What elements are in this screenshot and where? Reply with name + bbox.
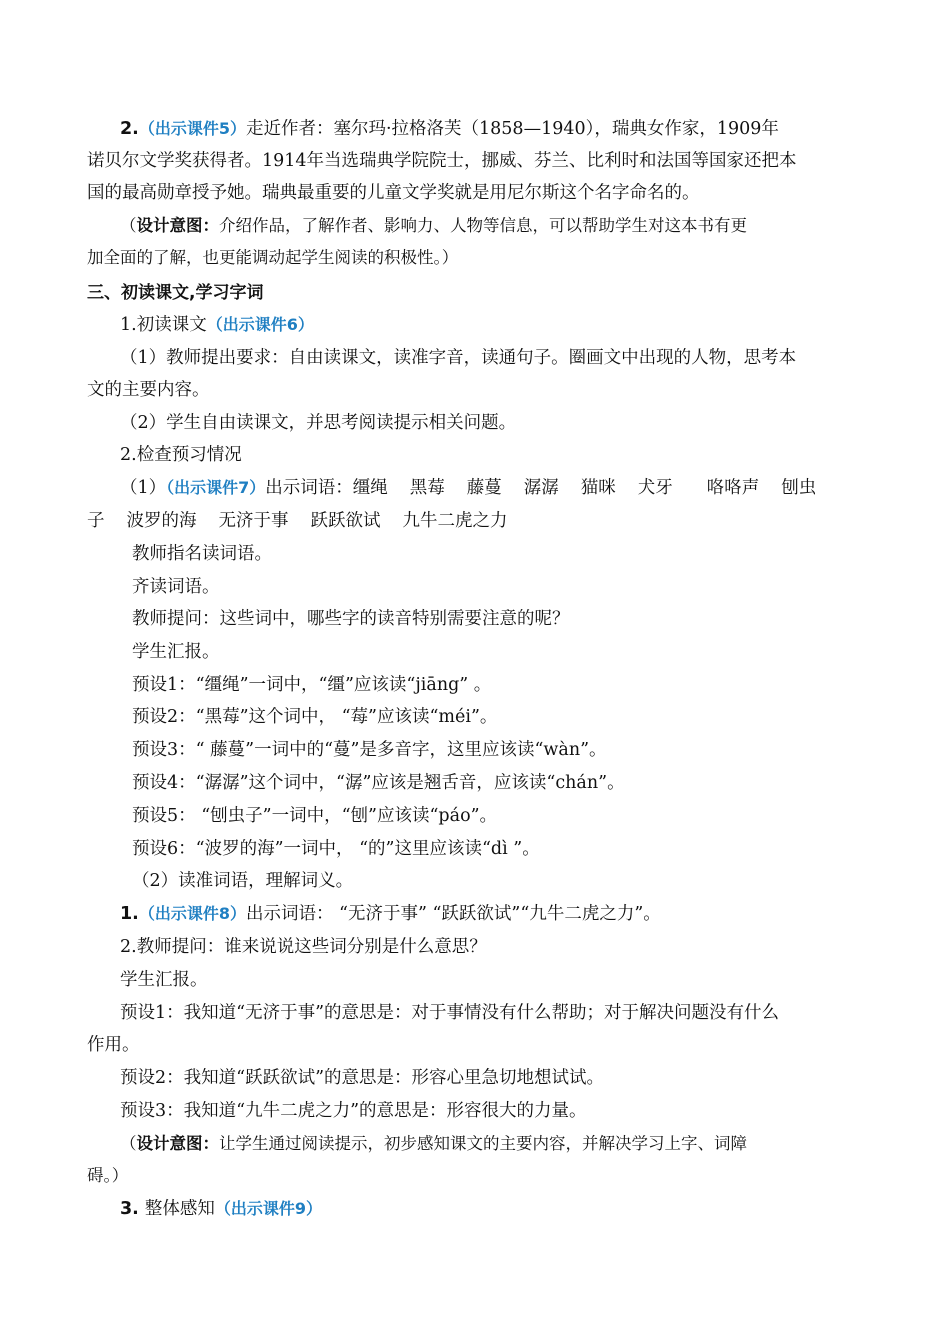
slide-tag: （出示课件9） bbox=[214, 1199, 322, 1218]
design-intent-label: 设计意图： bbox=[136, 1134, 219, 1153]
slide-tag: （出示课件7） bbox=[166, 478, 266, 497]
step-1-text: 1.初读课文 bbox=[120, 315, 207, 335]
step-2-2: （2）读准词语，理解词义。 bbox=[132, 871, 354, 891]
step-3-heading bbox=[120, 1197, 322, 1221]
author-intro-line-2: 诺贝尔文学奖获得者。1914年当选瑞典学院院士，挪威、芬兰、比利时和法国等国家还把本 bbox=[87, 151, 797, 171]
design-intent-text: 让学生通过阅读提示，初步感知课文的主要内容，并解决学习上字、词障 bbox=[219, 1134, 747, 1153]
meaning-preset-1-line-1: 预设1：我知道“无济于事”的意思是：对于事情没有什么帮助；对于解决问题没有什么 bbox=[120, 1003, 780, 1023]
step-2-heading: 2.检查预习情况 bbox=[120, 445, 242, 465]
pronunciation-preset: 预设3：“ 藤蔓”一词中的“蔓”是多音字，这里应该读“wàn”。 bbox=[132, 740, 607, 760]
text-line: 教师指名读词语。 bbox=[132, 544, 272, 564]
word-item: 缰绳 bbox=[352, 478, 388, 498]
word-item: 无济于事 bbox=[218, 511, 289, 531]
text-line: 齐读词语。 bbox=[132, 577, 220, 597]
author-intro-line-1 bbox=[120, 117, 779, 141]
slide-tag: （出示课件8） bbox=[138, 904, 246, 923]
author-intro-line-3: 国的最高勋章授予她。瑞典最重要的儿童文学奖就是用尼尔斯这个名字命名的。 bbox=[87, 183, 700, 203]
word-item: 咯咯声 bbox=[706, 478, 760, 498]
word-item-continued: 子 bbox=[87, 511, 105, 531]
word-item: 藤蔓 bbox=[466, 478, 502, 498]
pronunciation-preset: 预设4：“潺潺”这个词中，“潺”应该是翘舌音，应该读“chán”。 bbox=[132, 773, 625, 793]
item-number: 3. bbox=[120, 1199, 139, 1219]
word-item: 波罗的海 bbox=[126, 511, 197, 531]
word-list-prefix: （1） bbox=[120, 478, 167, 498]
pronunciation-preset: 预设6：“波罗的海”一词中， “的”这里应该读“dì ”。 bbox=[132, 839, 540, 859]
design-intent-open: （ bbox=[120, 1134, 137, 1153]
design-intent-2-line-1 bbox=[120, 1132, 747, 1156]
word-item: 潺潺 bbox=[523, 478, 559, 498]
meaning-preset-2: 预设2：我知道“跃跃欲试”的意思是：形容心里急切地想试试。 bbox=[120, 1068, 605, 1088]
design-intent-label: 设计意图： bbox=[136, 216, 219, 235]
section-heading: 三、初读课文,学习字词 bbox=[87, 283, 264, 303]
meaning-preset-1-line-2: 作用。 bbox=[87, 1035, 140, 1055]
meaning-step-3: 学生汇报。 bbox=[120, 970, 208, 990]
design-intent-1-line-1 bbox=[120, 214, 747, 238]
text-line: 学生汇报。 bbox=[132, 642, 220, 662]
word-list-intro: 出示词语： bbox=[265, 478, 353, 498]
word-item: 刨虫 bbox=[781, 478, 817, 498]
word-list-line-1 bbox=[120, 476, 816, 500]
step-1-heading bbox=[120, 313, 314, 337]
text-line: 教师提问：这些词中，哪些字的读音特别需要注意的呢？ bbox=[132, 609, 570, 629]
item-number: 1. bbox=[120, 904, 139, 924]
step-1-1-line-2: 文的主要内容。 bbox=[87, 380, 210, 400]
step-1-2: （2）学生自由读课文，并思考阅读提示相关问题。 bbox=[120, 413, 517, 433]
word-item: 跃跃欲试 bbox=[310, 511, 381, 531]
slide-tag: （出示课件5） bbox=[138, 119, 246, 138]
word-item: 黑莓 bbox=[409, 478, 445, 498]
meaning-step-1 bbox=[120, 902, 661, 926]
word-item: 犬牙 bbox=[637, 478, 673, 498]
pronunciation-preset: 预设2：“黑莓”这个词中， “莓”应该读“méi”。 bbox=[132, 707, 498, 727]
design-intent-2-line-2: 碍。） bbox=[87, 1166, 129, 1185]
word-item: 九牛二虎之力 bbox=[402, 511, 508, 531]
step-1-1-line-1: （1）教师提出要求：自由读课文，读准字音，读通句子。圈画文中出现的人物，思考本 bbox=[120, 348, 797, 368]
word-item: 猫咪 bbox=[580, 478, 616, 498]
meaning-preset-3: 预设3：我知道“九牛二虎之力”的意思是：形容很大的力量。 bbox=[120, 1101, 587, 1121]
design-intent-text: 介绍作品，了解作者、影响力、人物等信息，可以帮助学生对这本书有更 bbox=[219, 216, 747, 235]
design-intent-open: （ bbox=[120, 216, 137, 235]
item-number: 2. bbox=[120, 119, 139, 139]
meaning-step-1-text: 出示词语： “无济于事” “跃跃欲试”“九牛二虎之力”。 bbox=[245, 904, 661, 924]
pronunciation-preset: 预设1：“缰绳”一词中，“缰”应该读“jiāng” 。 bbox=[132, 675, 492, 695]
slide-tag: （出示课件6） bbox=[206, 315, 314, 334]
step-3-text: 整体感知 bbox=[144, 1199, 215, 1219]
author-intro-text: 走近作者：塞尔玛·拉格洛芙（1858—1940），瑞典女作家，1909年 bbox=[245, 119, 779, 139]
pronunciation-preset: 预设5： “刨虫子”一词中，“刨”应该读“páo”。 bbox=[132, 806, 498, 826]
word-list-line-2 bbox=[87, 509, 508, 533]
design-intent-1-line-2: 加全面的了解，也更能调动起学生阅读的积极性。） bbox=[87, 248, 459, 267]
meaning-step-2: 2.教师提问：谁来说说这些词分别是什么意思？ bbox=[120, 937, 487, 957]
